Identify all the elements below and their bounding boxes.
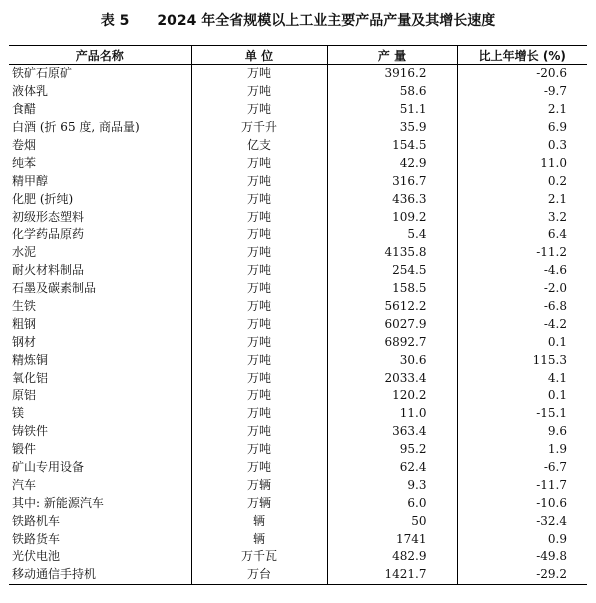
growth-cell: -49.8 <box>457 548 587 566</box>
output-cell: 254.5 <box>327 262 457 280</box>
table-row <box>9 172 587 190</box>
growth-cell: -11.7 <box>457 476 587 494</box>
table-row <box>9 190 587 208</box>
output-cell: 51.1 <box>327 101 457 119</box>
output-cell: 4135.8 <box>327 244 457 262</box>
unit-cell: 万吨 <box>191 208 327 226</box>
table-row <box>9 101 587 119</box>
table-row <box>9 298 587 316</box>
product-name-cell: 耐火材料制品 <box>12 263 85 278</box>
table-row <box>9 548 587 566</box>
growth-cell: -9.7 <box>457 83 587 101</box>
table-row <box>9 459 587 477</box>
table-row <box>9 351 587 369</box>
unit-cell: 万吨 <box>191 244 327 262</box>
output-cell: 42.9 <box>327 154 457 172</box>
output-cell: 62.4 <box>327 459 457 477</box>
table-row <box>9 387 587 405</box>
table-row <box>9 405 587 423</box>
unit-cell: 万吨 <box>191 405 327 423</box>
output-cell: 95.2 <box>327 441 457 459</box>
product-name-cell: 化学药品原药 <box>12 227 85 242</box>
table-row <box>9 208 587 226</box>
unit-cell: 万吨 <box>191 298 327 316</box>
growth-cell: 4.1 <box>457 369 587 387</box>
output-cell: 5612.2 <box>327 298 457 316</box>
output-cell: 11.0 <box>327 405 457 423</box>
product-name-cell: 氧化铝 <box>12 370 49 385</box>
output-cell: 5.4 <box>327 226 457 244</box>
output-cell: 3916.2 <box>327 65 457 83</box>
growth-cell: -20.6 <box>457 65 587 83</box>
unit-cell: 万吨 <box>191 101 327 119</box>
unit-cell: 万吨 <box>191 65 327 83</box>
table-row <box>9 119 587 137</box>
product-name-cell: 白酒 (折 65 度, 商品量) <box>12 120 140 135</box>
output-cell: 482.9 <box>327 548 457 566</box>
table-row <box>9 83 587 101</box>
growth-cell: 115.3 <box>457 351 587 369</box>
unit-cell: 万吨 <box>191 333 327 351</box>
output-cell: 2033.4 <box>327 369 457 387</box>
unit-cell: 万辆 <box>191 494 327 512</box>
output-cell: 158.5 <box>327 280 457 298</box>
table-row <box>9 137 587 155</box>
unit-cell: 万千瓦 <box>191 548 327 566</box>
product-name-cell: 水泥 <box>12 245 37 260</box>
output-cell: 1741 <box>327 530 457 548</box>
output-cell: 30.6 <box>327 351 457 369</box>
unit-cell: 万吨 <box>191 280 327 298</box>
table-row <box>9 369 587 387</box>
unit-cell: 万吨 <box>191 315 327 333</box>
unit-cell: 万吨 <box>191 83 327 101</box>
unit-cell: 辆 <box>191 530 327 548</box>
product-name-cell: 卷烟 <box>12 138 37 152</box>
unit-cell: 万吨 <box>191 190 327 208</box>
table-row <box>9 154 587 172</box>
growth-cell: 0.1 <box>457 387 587 405</box>
unit-cell: 万吨 <box>191 351 327 369</box>
unit-cell: 万台 <box>191 566 327 584</box>
growth-cell: -2.0 <box>457 280 587 298</box>
table-row <box>9 423 587 441</box>
unit-cell: 万千升 <box>191 119 327 137</box>
product-name-cell: 铁路货车 <box>12 531 61 546</box>
table-row <box>9 530 587 548</box>
output-cell: 120.2 <box>327 387 457 405</box>
output-cell: 58.6 <box>327 83 457 101</box>
growth-cell: -15.1 <box>457 405 587 423</box>
unit-cell: 万吨 <box>191 154 327 172</box>
product-name-cell: 铁矿石原矿 <box>12 66 73 81</box>
growth-cell: 1.9 <box>457 441 587 459</box>
table-body <box>9 65 587 585</box>
table-number: 表 5 <box>100 13 130 29</box>
unit-cell: 万吨 <box>191 387 327 405</box>
product-name-cell: 移动通信手持机 <box>9 566 191 584</box>
output-cell: 35.9 <box>327 119 457 137</box>
table-row <box>9 280 587 298</box>
growth-cell: 2.1 <box>457 101 587 119</box>
output-cell: 6892.7 <box>327 333 457 351</box>
product-name-cell: 纯苯 <box>12 155 37 170</box>
table-row <box>9 512 587 530</box>
output-cell: 6027.9 <box>327 315 457 333</box>
product-name-cell: 精炼铜 <box>12 352 49 367</box>
growth-cell: -29.2 <box>457 566 587 584</box>
header-product-name: 产品名称 <box>9 46 191 65</box>
output-cell: 316.7 <box>327 172 457 190</box>
product-name-cell: 镁 <box>12 406 25 421</box>
growth-cell: 6.9 <box>457 119 587 137</box>
growth-cell: 0.3 <box>457 137 587 155</box>
header-growth: 比上年增长 (%) <box>457 46 587 65</box>
product-name-cell: 矿山专用设备 <box>12 460 85 475</box>
table-row <box>9 315 587 333</box>
growth-cell: -4.2 <box>457 315 587 333</box>
product-name-cell: 原铝 <box>12 388 37 403</box>
output-cell: 1421.7 <box>327 566 457 584</box>
product-name-cell: 化肥 (折纯) <box>12 191 74 206</box>
product-name-cell: 粗钢 <box>12 316 37 331</box>
output-cell: 154.5 <box>327 137 457 155</box>
product-name-cell: 石墨及碳素制品 <box>12 281 97 296</box>
product-name-cell: 钢材 <box>12 334 37 349</box>
growth-cell: -11.2 <box>457 244 587 262</box>
unit-cell: 万吨 <box>191 441 327 459</box>
unit-cell: 万吨 <box>191 369 327 387</box>
header-output: 产 量 <box>327 46 457 65</box>
output-cell: 363.4 <box>327 423 457 441</box>
product-name-cell: 食醋 <box>12 102 37 117</box>
unit-cell: 万吨 <box>191 226 327 244</box>
unit-cell: 万吨 <box>191 172 327 190</box>
table-row <box>9 494 587 512</box>
growth-cell: 3.2 <box>457 208 587 226</box>
header-unit: 单 位 <box>191 46 327 65</box>
growth-cell: 9.6 <box>457 423 587 441</box>
growth-cell: 0.9 <box>457 530 587 548</box>
unit-cell: 亿支 <box>191 137 327 155</box>
output-cell: 50 <box>327 512 457 530</box>
unit-cell: 万辆 <box>191 476 327 494</box>
output-cell: 9.3 <box>327 476 457 494</box>
table-row <box>9 244 587 262</box>
product-name-cell: 精甲醇 <box>12 173 49 188</box>
growth-cell: -6.7 <box>457 459 587 477</box>
growth-cell: -6.8 <box>457 298 587 316</box>
output-cell: 6.0 <box>327 494 457 512</box>
output-cell: 109.2 <box>327 208 457 226</box>
table-row <box>9 65 587 83</box>
product-name-cell: 生铁 <box>12 299 37 314</box>
product-name-cell: 初级形态塑料 <box>12 209 85 224</box>
table-row <box>9 441 587 459</box>
table-title <box>0 10 596 30</box>
table-title-text: 2024 年全省规模以上工业主要产品产量及其增长速度 <box>157 13 496 29</box>
product-name-cell: 液体乳 <box>12 84 49 99</box>
table-row <box>9 226 587 244</box>
table-row <box>9 333 587 351</box>
output-cell: 436.3 <box>327 190 457 208</box>
product-name-cell: 光伏电池 <box>12 549 61 564</box>
header-row <box>9 46 587 65</box>
table-row <box>9 566 587 584</box>
unit-cell: 万吨 <box>191 459 327 477</box>
product-name-cell: 铸铁件 <box>12 424 49 439</box>
product-name-cell: 其中: 新能源汽车 <box>12 495 104 510</box>
growth-cell: -4.6 <box>457 262 587 280</box>
product-name-cell: 汽车 <box>12 477 37 492</box>
table-row <box>9 476 587 494</box>
growth-cell: 11.0 <box>457 154 587 172</box>
growth-cell: -32.4 <box>457 512 587 530</box>
growth-cell: 0.2 <box>457 172 587 190</box>
unit-cell: 辆 <box>191 512 327 530</box>
growth-cell: 2.1 <box>457 190 587 208</box>
growth-cell: -10.6 <box>457 494 587 512</box>
product-output-table <box>9 45 587 585</box>
product-name-cell: 铁路机车 <box>12 513 61 528</box>
product-name-cell: 锻件 <box>12 442 37 457</box>
unit-cell: 万吨 <box>191 423 327 441</box>
table-row <box>9 262 587 280</box>
growth-cell: 6.4 <box>457 226 587 244</box>
unit-cell: 万吨 <box>191 262 327 280</box>
growth-cell: 0.1 <box>457 333 587 351</box>
